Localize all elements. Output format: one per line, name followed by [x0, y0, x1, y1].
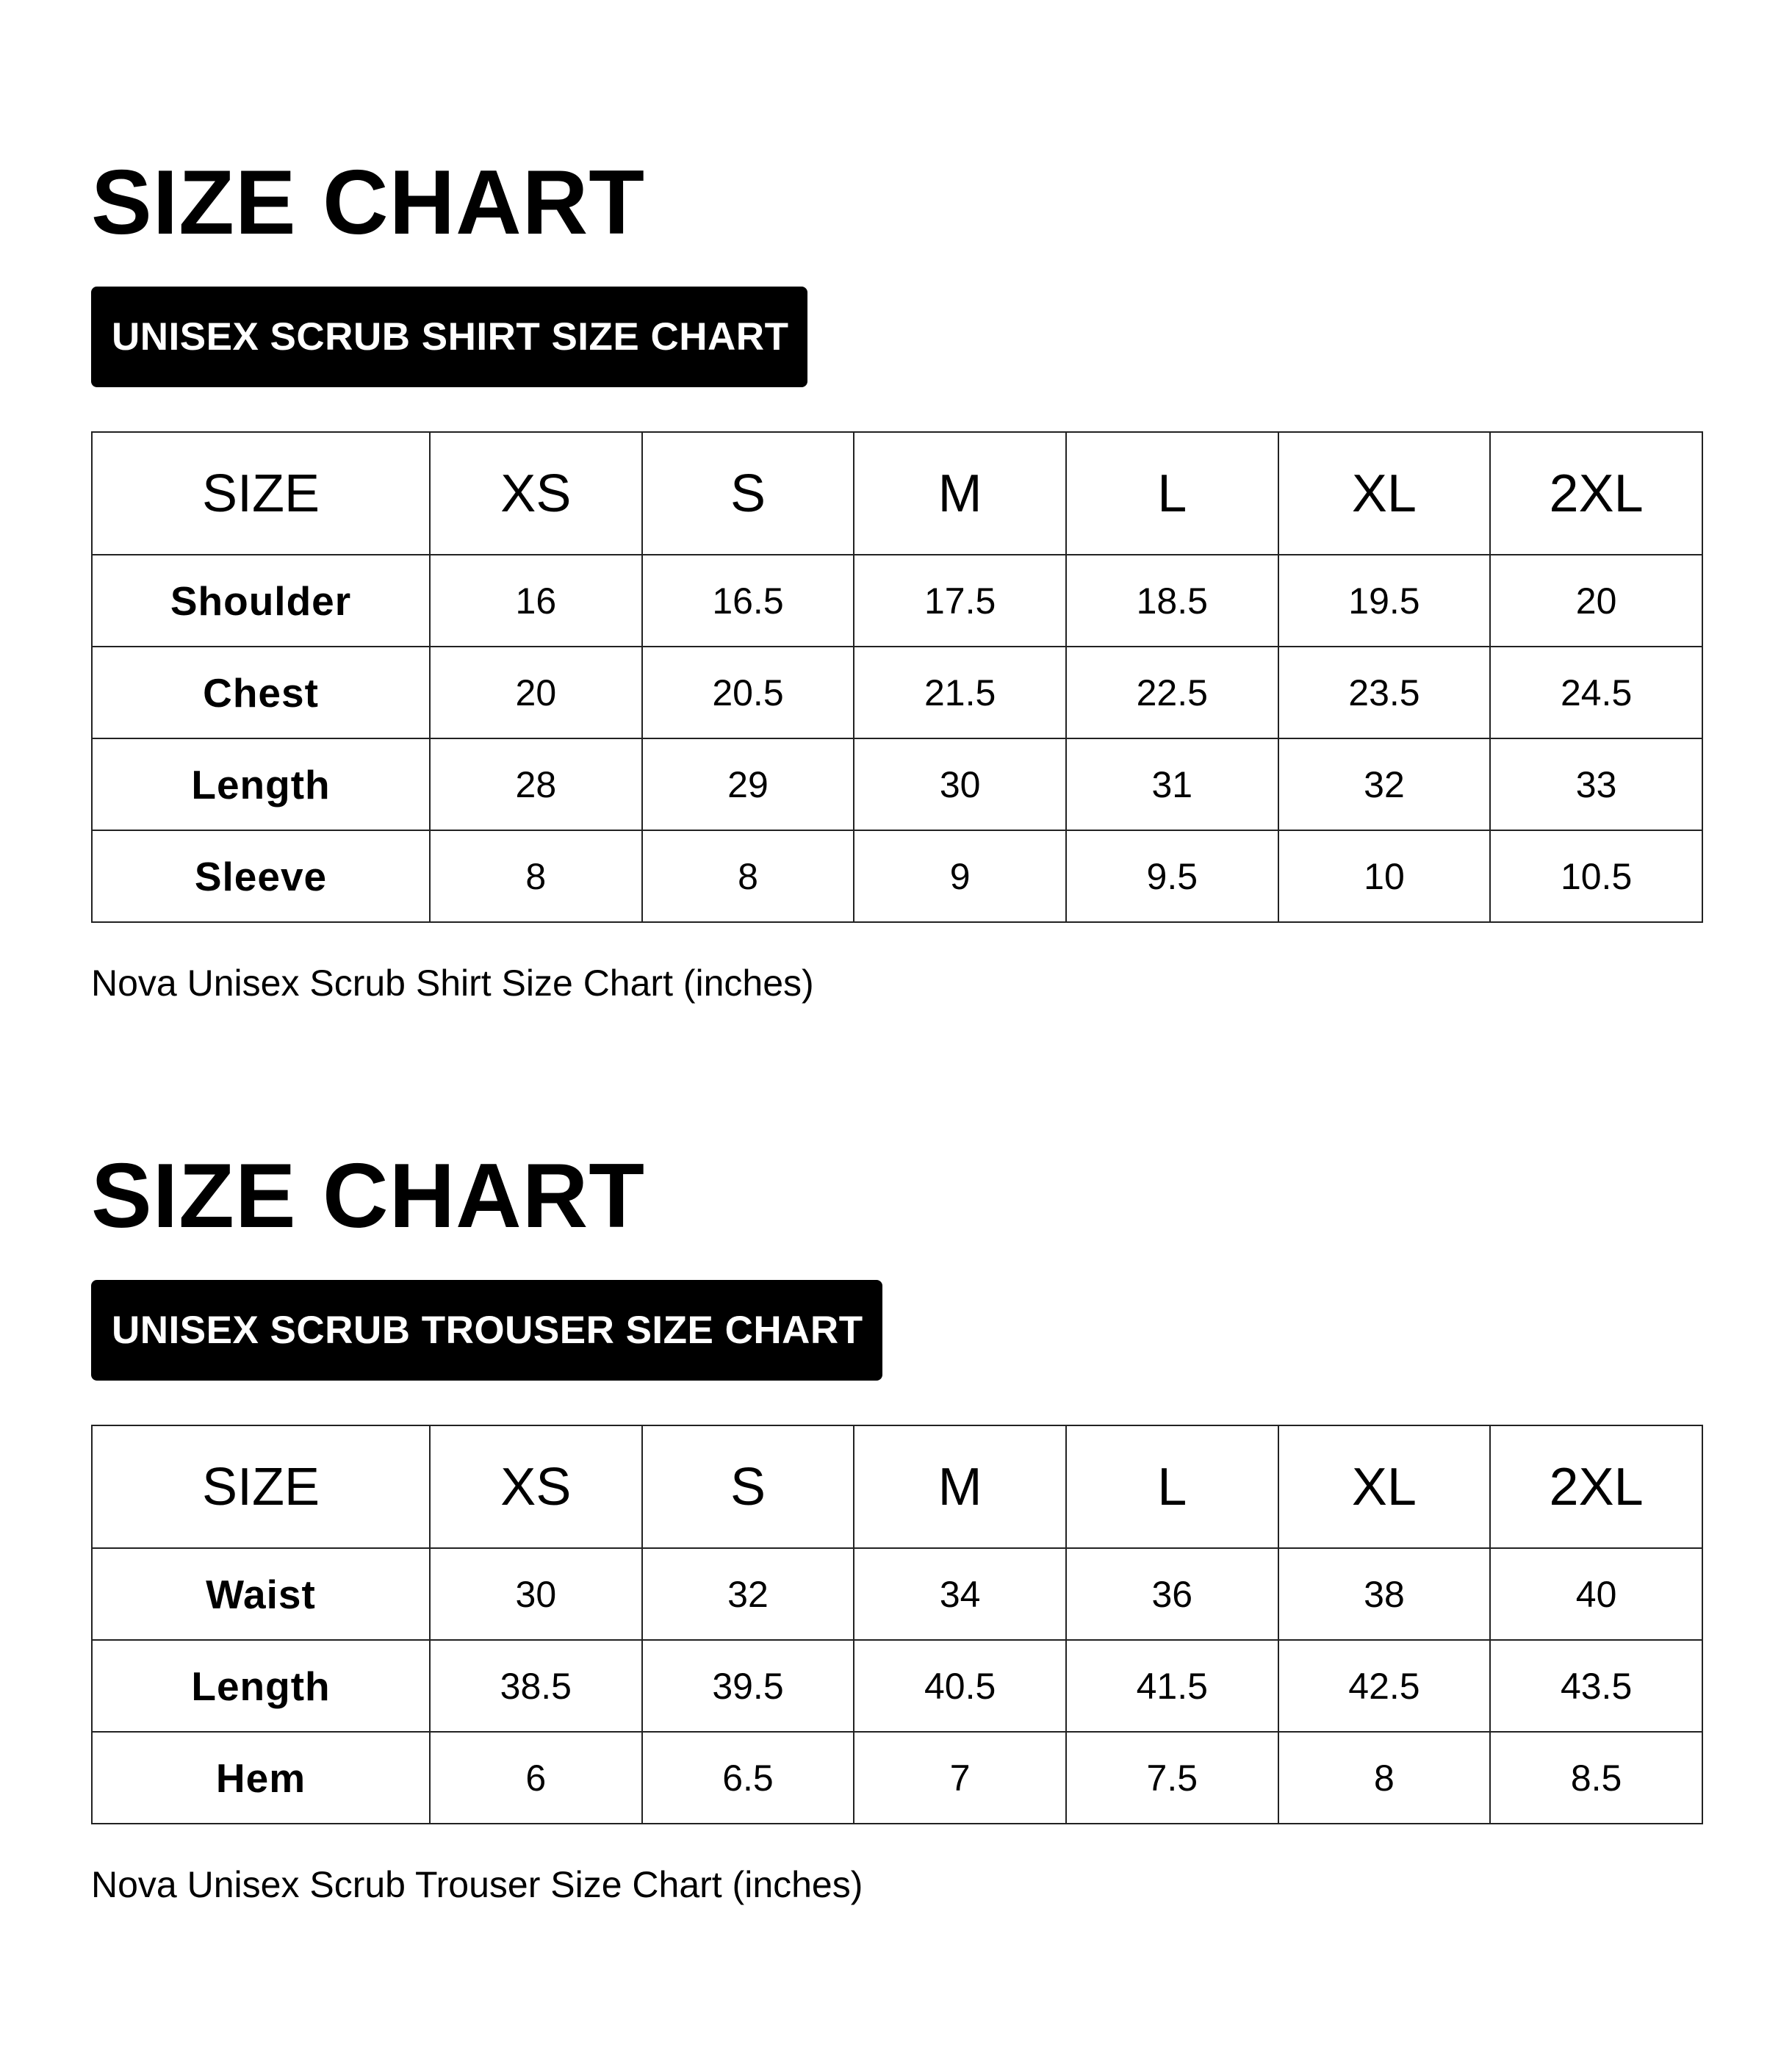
column-header: 2XL [1490, 432, 1702, 555]
table-cell: 32 [642, 1548, 854, 1640]
shirt-size-chart-section [91, 152, 1702, 1005]
column-header: M [854, 432, 1066, 555]
table-cell: 9.5 [1066, 830, 1278, 922]
row-label: Length [92, 738, 430, 830]
table-cell: 43.5 [1490, 1640, 1702, 1732]
table-cell: 7 [854, 1732, 1066, 1824]
row-label: Chest [92, 647, 430, 738]
table-cell: 36 [1066, 1548, 1278, 1640]
column-header: 2XL [1490, 1425, 1702, 1548]
table-cell: 34 [854, 1548, 1066, 1640]
table-row [92, 1732, 1702, 1824]
column-header: S [642, 432, 854, 555]
table-cell: 22.5 [1066, 647, 1278, 738]
table-header-row [92, 432, 1702, 555]
shirt-chart-tag: UNISEX SCRUB SHIRT SIZE CHART [91, 287, 807, 387]
column-header: S [642, 1425, 854, 1548]
table-cell: 28 [430, 738, 642, 830]
column-header: L [1066, 432, 1278, 555]
table-cell: 39.5 [642, 1640, 854, 1732]
shirt-size-table [91, 431, 1703, 923]
table-cell: 38.5 [430, 1640, 642, 1732]
table-cell: 10 [1278, 830, 1491, 922]
table-row [92, 1548, 1702, 1640]
table-cell: 10.5 [1490, 830, 1702, 922]
table-cell: 41.5 [1066, 1640, 1278, 1732]
row-label: Length [92, 1640, 430, 1732]
table-row [92, 830, 1702, 922]
row-label: Hem [92, 1732, 430, 1824]
trouser-chart-caption: Nova Unisex Scrub Trouser Size Chart (inches) [91, 1864, 863, 1905]
table-cell: 21.5 [854, 647, 1066, 738]
column-header: L [1066, 1425, 1278, 1548]
table-row [92, 1640, 1702, 1732]
trouser-size-table [91, 1425, 1703, 1824]
table-cell: 30 [430, 1548, 642, 1640]
trouser-size-chart-section [91, 1145, 1702, 1907]
table-cell: 20.5 [642, 647, 854, 738]
table-cell: 16.5 [642, 555, 854, 647]
page-title: SIZE CHART [91, 152, 645, 253]
table-cell: 8 [642, 830, 854, 922]
table-cell: 40 [1490, 1548, 1702, 1640]
column-header: XS [430, 1425, 642, 1548]
column-header: M [854, 1425, 1066, 1548]
table-cell: 32 [1278, 738, 1491, 830]
table-cell: 8.5 [1490, 1732, 1702, 1824]
table-cell: 42.5 [1278, 1640, 1491, 1732]
column-header: XL [1278, 1425, 1491, 1548]
row-label: Shoulder [92, 555, 430, 647]
table-cell: 16 [430, 555, 642, 647]
table-cell: 24.5 [1490, 647, 1702, 738]
table-cell: 6 [430, 1732, 642, 1824]
column-header: XL [1278, 432, 1491, 555]
column-header: SIZE [92, 432, 430, 555]
table-cell: 31 [1066, 738, 1278, 830]
table-cell: 23.5 [1278, 647, 1491, 738]
table-cell: 30 [854, 738, 1066, 830]
column-header: SIZE [92, 1425, 430, 1548]
table-cell: 17.5 [854, 555, 1066, 647]
table-cell: 18.5 [1066, 555, 1278, 647]
table-cell: 7.5 [1066, 1732, 1278, 1824]
table-cell: 8 [430, 830, 642, 922]
row-label: Waist [92, 1548, 430, 1640]
table-row [92, 647, 1702, 738]
table-cell: 20 [430, 647, 642, 738]
shirt-chart-caption: Nova Unisex Scrub Shirt Size Chart (inches) [91, 963, 814, 1004]
trouser-chart-tag: UNISEX SCRUB TROUSER SIZE CHART [91, 1280, 882, 1381]
table-cell: 6.5 [642, 1732, 854, 1824]
row-label: Sleeve [92, 830, 430, 922]
table-cell: 20 [1490, 555, 1702, 647]
table-row [92, 738, 1702, 830]
table-cell: 38 [1278, 1548, 1491, 1640]
table-cell: 33 [1490, 738, 1702, 830]
table-header-row [92, 1425, 1702, 1548]
column-header: XS [430, 432, 642, 555]
table-cell: 29 [642, 738, 854, 830]
table-cell: 40.5 [854, 1640, 1066, 1732]
table-row [92, 555, 1702, 647]
table-cell: 8 [1278, 1732, 1491, 1824]
table-cell: 19.5 [1278, 555, 1491, 647]
table-cell: 9 [854, 830, 1066, 922]
page-title: SIZE CHART [91, 1145, 645, 1247]
